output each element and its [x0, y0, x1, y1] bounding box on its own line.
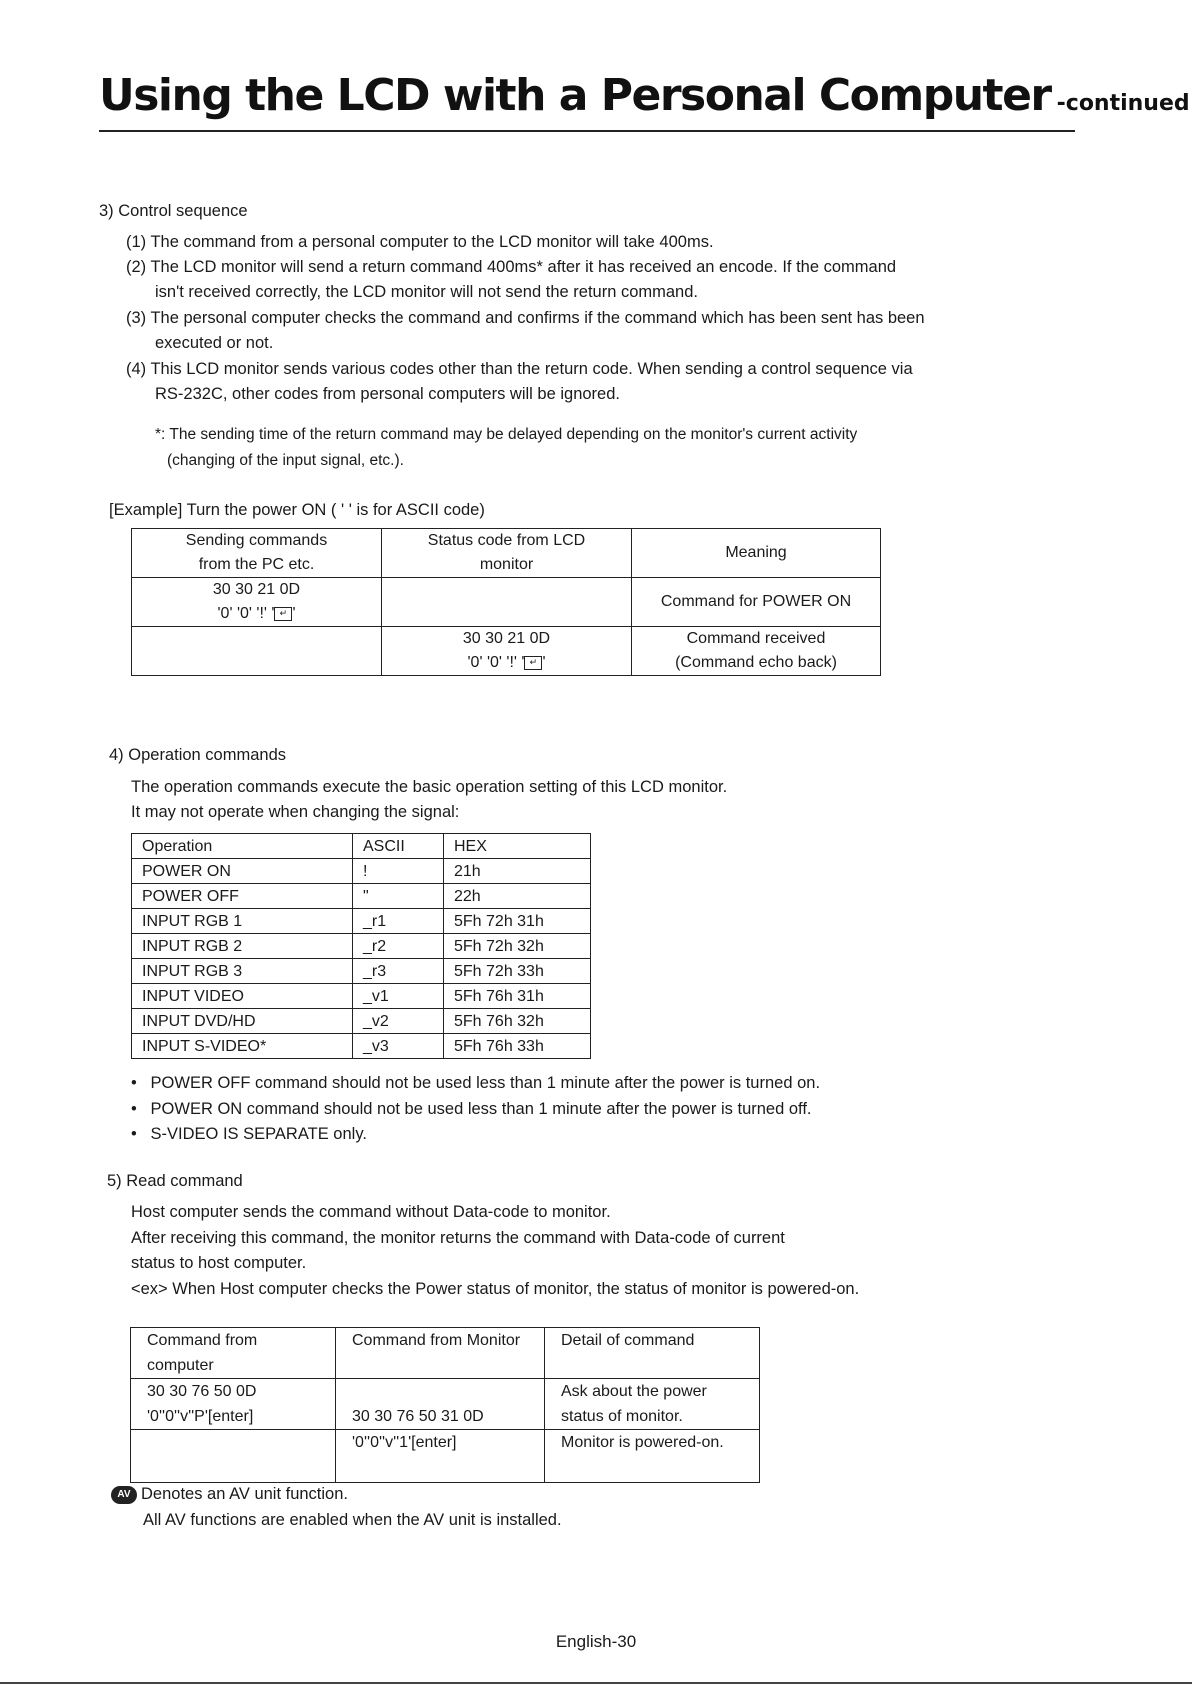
table-cell: 30 30 21 0D '0' '0' '!' ' ↵ '	[132, 578, 382, 627]
table-cell: !	[353, 859, 444, 884]
section3-note-cont: (changing of the input signal, etc.).	[167, 452, 404, 469]
example-table	[131, 528, 881, 676]
read-command-table	[130, 1327, 760, 1483]
bullet-icon: •	[131, 1125, 151, 1143]
table-row	[132, 1034, 591, 1059]
table-row	[132, 934, 591, 959]
enter-key-icon: ↵	[274, 607, 292, 621]
section3-item-1: (1) The command from a personal computer to the LCD monitor will take 400ms.	[126, 233, 714, 251]
bullet-2: • POWER ON command should not be used less than 1 minute after the power is turned off.	[131, 1100, 812, 1118]
table-cell: _v2	[353, 1009, 444, 1034]
table-cell	[132, 627, 382, 676]
column-header-hex: HEX	[444, 834, 591, 859]
page-number: English-30	[555, 1632, 637, 1651]
table-row	[132, 578, 881, 627]
table-row	[131, 1328, 760, 1379]
table-cell: 30 30 76 50 0D '0''0''v''P'[enter]	[131, 1379, 336, 1430]
table-row	[132, 984, 591, 1009]
column-header-computer: Command from computer	[131, 1328, 336, 1379]
table-cell: 30 30 76 50 31 0D	[336, 1379, 545, 1430]
section5-line-3: status to host computer.	[131, 1254, 307, 1272]
section4-heading: 4) Operation commands	[109, 746, 286, 764]
table-cell: INPUT S-VIDEO*	[132, 1034, 353, 1059]
column-header-ascii: ASCII	[353, 834, 444, 859]
table-cell: _r1	[353, 909, 444, 934]
title-suffix: -continued	[1056, 91, 1190, 116]
table-cell: INPUT RGB 2	[132, 934, 353, 959]
table-row	[132, 959, 591, 984]
table-cell: 5Fh 76h 32h	[444, 1009, 591, 1034]
table-cell: _r2	[353, 934, 444, 959]
table-cell: 5Fh 72h 32h	[444, 934, 591, 959]
table-cell: 5Fh 76h 33h	[444, 1034, 591, 1059]
example-label: [Example] Turn the power ON ( ' ' is for ASCII code)	[109, 501, 485, 519]
table-cell: 5Fh 72h 33h	[444, 959, 591, 984]
section5-line-4: <ex> When Host computer checks the Power status of monitor, the status of monitor is powered-on.	[131, 1280, 860, 1298]
table-cell: '0''0''v''1'[enter]	[336, 1430, 545, 1483]
bullet-3: • S-VIDEO IS SEPARATE only.	[131, 1125, 367, 1143]
table-row	[132, 909, 591, 934]
column-header-monitor: Command from Monitor	[336, 1328, 545, 1379]
table-cell: INPUT DVD/HD	[132, 1009, 353, 1034]
section4-intro-1: The operation commands execute the basic operation setting of this LCD monitor.	[131, 778, 728, 796]
section3-item-4-cont: RS-232C, other codes from personal computers will be ignored.	[155, 385, 620, 403]
section5-heading: 5) Read command	[107, 1172, 243, 1190]
column-header-detail: Detail of command	[545, 1328, 760, 1379]
section3-item-3-cont: executed or not.	[155, 334, 274, 352]
table-cell: _v3	[353, 1034, 444, 1059]
table-row	[131, 1430, 760, 1483]
section5-line-1: Host computer sends the command without Data-code to monitor.	[131, 1203, 611, 1221]
table-cell: POWER ON	[132, 859, 353, 884]
av-unit-icon: AV	[111, 1486, 137, 1504]
table-header-sending: Sending commands from the PC etc.	[132, 529, 382, 578]
table-row	[132, 627, 881, 676]
table-row	[132, 529, 881, 578]
bullet-icon: •	[131, 1074, 151, 1092]
section3-item-3: (3) The personal computer checks the command and confirms if the command which has been sent has been	[126, 309, 925, 327]
bullet-icon: •	[131, 1100, 151, 1118]
table-row	[132, 859, 591, 884]
table-cell	[382, 578, 632, 627]
table-cell: Command for POWER ON	[632, 578, 881, 627]
section3-heading: 3) Control sequence	[99, 202, 248, 220]
table-cell: 5Fh 72h 31h	[444, 909, 591, 934]
section3-note: *: The sending time of the return command may be delayed depending on the monitor's current activity	[155, 426, 858, 443]
title-text: Using the LCD with a Personal Computer	[99, 70, 1051, 121]
table-cell: INPUT RGB 1	[132, 909, 353, 934]
table-header-status: Status code from LCD monitor	[382, 529, 632, 578]
bullet-1: • POWER OFF command should not be used less than 1 minute after the power is turned on.	[131, 1074, 821, 1092]
section3-item-4: (4) This LCD monitor sends various codes other than the return code. When sending a control sequence via	[126, 360, 913, 378]
table-cell: POWER OFF	[132, 884, 353, 909]
table-cell	[131, 1430, 336, 1483]
section3-item-2-cont: isn't received correctly, the LCD monitor will not send the return command.	[155, 283, 698, 301]
enter-key-icon: ↵	[524, 656, 542, 670]
column-header-operation: Operation	[132, 834, 353, 859]
table-cell: 5Fh 76h 31h	[444, 984, 591, 1009]
operation-commands-table	[131, 833, 591, 1059]
table-cell: Command received (Command echo back)	[632, 627, 881, 676]
table-cell: INPUT RGB 3	[132, 959, 353, 984]
section5-line-2: After receiving this command, the monitor returns the command with Data-code of current	[131, 1229, 785, 1247]
table-cell: 21h	[444, 859, 591, 884]
table-cell: "	[353, 884, 444, 909]
table-row	[132, 834, 591, 859]
table-cell: _r3	[353, 959, 444, 984]
bottom-rule	[0, 1682, 1192, 1684]
table-cell: _v1	[353, 984, 444, 1009]
table-cell: Monitor is powered-on.	[545, 1430, 760, 1483]
av-note-line-2: All AV functions are enabled when the AV unit is installed.	[143, 1511, 562, 1529]
title-rule	[99, 130, 1075, 132]
section3-item-2: (2) The LCD monitor will send a return command 400ms* after it has received an encode. If the command	[126, 258, 897, 276]
table-cell: 22h	[444, 884, 591, 909]
page-title	[99, 70, 1190, 121]
table-row	[131, 1379, 760, 1430]
table-cell: INPUT VIDEO	[132, 984, 353, 1009]
table-row	[132, 1009, 591, 1034]
table-row	[132, 884, 591, 909]
av-note: AV Denotes an AV unit function.	[111, 1482, 348, 1507]
section4-intro-2: It may not operate when changing the signal:	[131, 803, 460, 821]
table-cell: Ask about the power status of monitor.	[545, 1379, 760, 1430]
table-header-meaning: Meaning	[632, 529, 881, 578]
table-cell: 30 30 21 0D '0' '0' '!' ' ↵ '	[382, 627, 632, 676]
